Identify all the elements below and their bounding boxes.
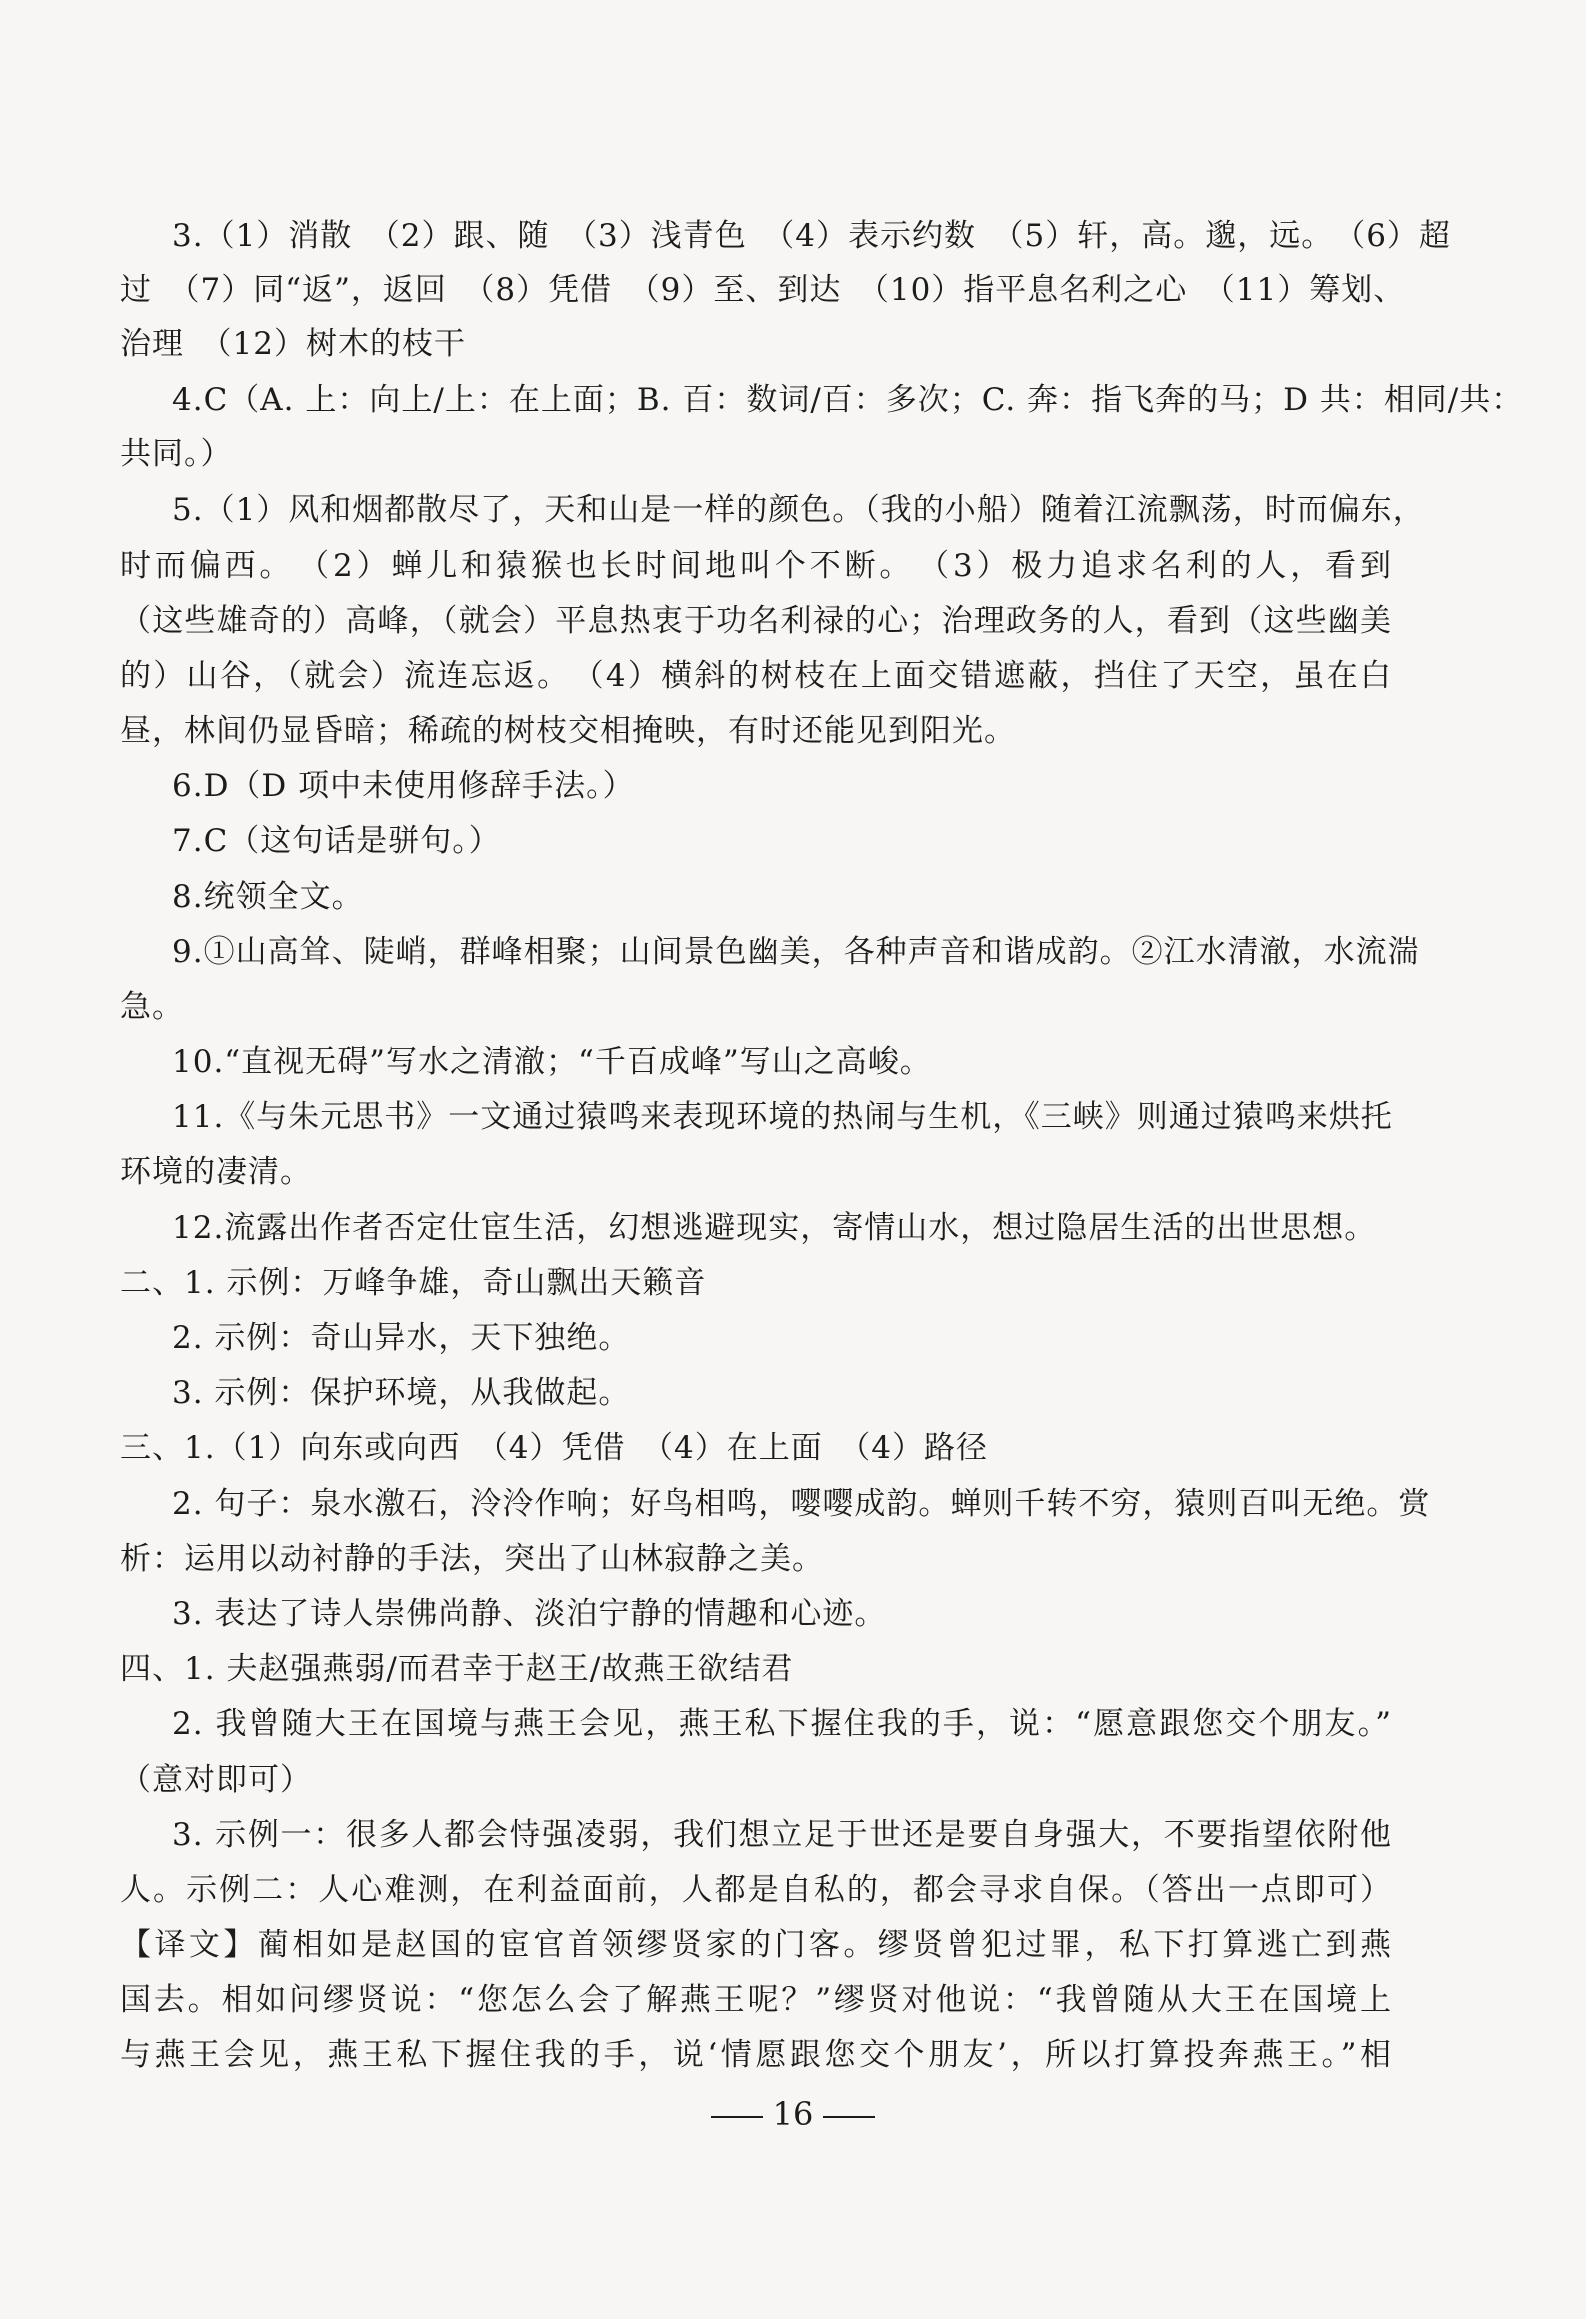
text-line: 时而偏西。 （2）蝉儿和猿猴也长时间地叫个不断。 （3）极力追求名利的人，看到 [120, 548, 1392, 584]
text-line: 10.“直视无碍”写水之清澈；“千百成峰”写山之高峻。 [172, 1044, 932, 1080]
text-line: 共同。） [120, 436, 233, 472]
text-line: 四、1. 夫赵强燕弱/而君幸于赵王/故燕王欲结君 [120, 1651, 794, 1687]
text-line: 2. 句子：泉水激石，泠泠作响；好鸟相鸣，嘤嘤成韵。蝉则千转不穷，猿则百叫无绝。赏 [172, 1486, 1431, 1522]
text-line: 与燕王会见，燕王私下握住我的手，说‘情愿跟您交个朋友’，所以打算投奔燕王。”相 [120, 2037, 1392, 2073]
text-line: 3.（1）消散 （2）跟、随 （3）浅青色 （4）表示约数 （5）轩，高。邈，远。 （6）超 [172, 218, 1451, 254]
text-line: 3. 示例一：很多人都会恃强凌弱，我们想立足于世还是要自身强大，不要指望依附他 [172, 1817, 1392, 1853]
text-line: 的）山谷，（就会）流连忘返。 （4）横斜的树枝在上面交错遮蔽，挡住了天空，虽在白 [120, 658, 1392, 694]
text-line: 三、1.（1）向东或向西 （4）凭借 （4）在上面 （4）路径 [120, 1430, 988, 1466]
text-line: 6.D（D 项中未使用修辞手法。） [172, 768, 635, 804]
left-dash [711, 2116, 763, 2118]
text-line: 11.《与朱元思书》一文通过猿鸣来表现环境的热闹与生机，《三峡》则通过猿鸣来烘托 [172, 1099, 1393, 1135]
right-dash [823, 2116, 875, 2118]
text-line: 析：运用以动衬静的手法，突出了山林寂静之美。 [120, 1541, 824, 1577]
text-line: 国去。相如问缪贤说：“您怎么会了解燕王呢？”缪贤对他说：“我曾随从大王在国境上 [120, 1982, 1392, 2018]
text-line: 2. 我曾随大王在国境与燕王会见，燕王私下握住我的手，说：“愿意跟您交个朋友。” [172, 1706, 1392, 1742]
text-line: （这些雄奇的）高峰，（就会）平息热衷于功名利禄的心；治理政务的人，看到（这些幽美 [120, 603, 1392, 639]
text-line: 4.C（A. 上：向上/上：在上面；B. 百：数词/百：多次；C. 奔：指飞奔的马；D 共：相同/共： [172, 382, 1524, 418]
text-line: （意对即可） [120, 1762, 312, 1798]
text-line: 3. 示例：保护环境，从我做起。 [172, 1375, 631, 1411]
text-line: 7.C（这句话是骈句。） [172, 823, 501, 859]
text-line: 急。 [120, 989, 184, 1025]
text-line: 3. 表达了诗人崇佛尚静、淡泊宁静的情趣和心迹。 [172, 1596, 887, 1632]
text-line: 5.（1）风和烟都散尽了，天和山是一样的颜色。（我的小船）随着江流飘荡，时而偏东， [172, 492, 1425, 528]
text-line: 治理 （12）树木的枝干 [120, 326, 466, 362]
page-number-value: 16 [772, 2095, 814, 2133]
text-line: 环境的凄清。 [120, 1154, 312, 1190]
text-line: 过 （7）同“返”，返回 （8）凭借 （9）至、到达 （10）指平息名利之心 （11）筹划、 [120, 272, 1406, 308]
page-number [0, 2094, 1586, 2134]
text-line: 8.统领全文。 [172, 879, 364, 915]
text-line: 9.①山高耸、陡峭，群峰相聚；山间景色幽美，各种声音和谐成韵。②江水清澈，水流湍 [172, 934, 1420, 970]
text-line: 人。示例二：人心难测，在利益面前，人都是自私的，都会寻求自保。（答出一点即可） [120, 1872, 1392, 1908]
text-line: 【译文】蔺相如是赵国的宦官首领缪贤家的门客。缪贤曾犯过罪，私下打算逃亡到燕 [120, 1927, 1392, 1963]
text-line: 二、1. 示例：万峰争雄，奇山飘出天籁音 [120, 1265, 707, 1301]
text-line: 昼，林间仍显昏暗；稀疏的树枝交相掩映，有时还能见到阳光。 [120, 713, 1016, 749]
text-line: 12.流露出作者否定仕宦生活，幻想逃避现实，寄情山水，想过隐居生活的出世思想。 [172, 1210, 1377, 1246]
text-line: 2. 示例：奇山异水，天下独绝。 [172, 1320, 631, 1356]
